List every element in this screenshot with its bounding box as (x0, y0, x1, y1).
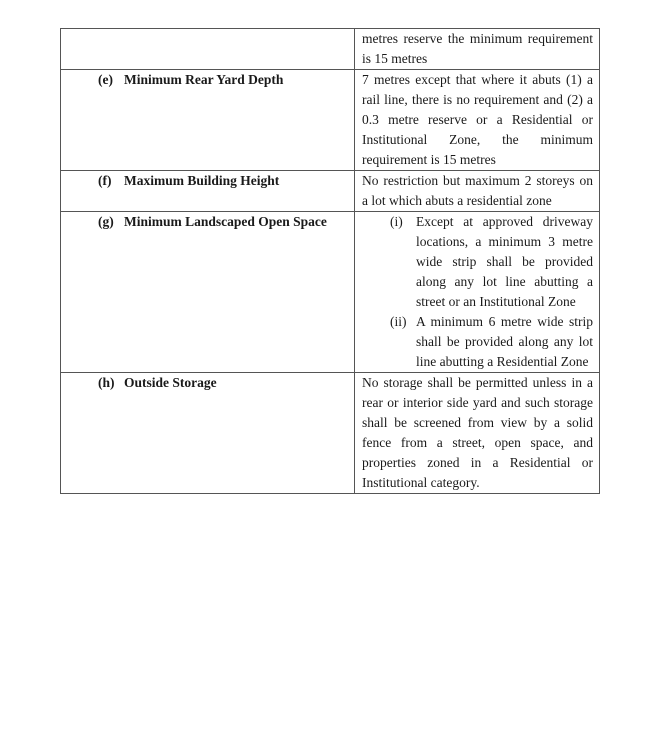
row-label-text: Minimum Landscaped Open Space (124, 214, 327, 229)
row-label-cell (61, 70, 355, 171)
table-row-outside-storage (61, 373, 600, 494)
requirement-text: No storage shall be permitted unless in a rear or interior side yard and such storage shall be screened from view by a solid fence from a street, open space, and properties zoned in a Residential or Institutional category. (362, 375, 593, 490)
row-label-text: Minimum Rear Yard Depth (124, 72, 284, 87)
table-row-continuation (61, 29, 600, 70)
sub-item-number: (i) (390, 214, 403, 229)
table-row-building-height (61, 171, 600, 212)
row-letter: (g) (98, 214, 114, 229)
table-row-landscaped-open-space (61, 212, 600, 373)
row-label (61, 373, 354, 393)
sub-item (355, 212, 599, 312)
zoning-requirements-table (60, 28, 600, 494)
row-letter: (h) (98, 375, 115, 390)
row-label-text: Outside Storage (124, 375, 217, 390)
requirement-text: metres reserve the minimum requirement is 15 metres (362, 31, 593, 66)
row-label-text: Maximum Building Height (124, 173, 280, 188)
sub-item-number: (ii) (390, 314, 407, 329)
row-label-cell (61, 212, 355, 373)
requirement-text: No restriction but maximum 2 storeys on a lot which abuts a residential zone (362, 173, 593, 208)
row-value-cell (355, 171, 600, 212)
row-letter: (e) (98, 72, 113, 87)
row-label (61, 171, 354, 191)
row-label (61, 212, 354, 232)
row-label-cell (61, 171, 355, 212)
row-letter: (f) (98, 173, 112, 188)
row-label-cell (61, 373, 355, 494)
sub-item-text: A minimum 6 metre wide strip shall be provided along any lot line abutting a Residential Zone (416, 314, 593, 369)
row-label (61, 70, 354, 90)
row-label-cell (61, 29, 355, 70)
row-value-cell (355, 29, 600, 70)
row-value-cell (355, 212, 600, 373)
row-value-cell (355, 70, 600, 171)
sub-item-text: Except at approved driveway locations, a minimum 3 metre wide strip shall be provided along any lot line abutting a street or an Institutional Zone (416, 214, 593, 309)
sub-item (355, 312, 599, 372)
row-value-cell (355, 373, 600, 494)
table-row-rear-yard (61, 70, 600, 171)
requirement-text: 7 metres except that where it abuts (1) a rail line, there is no requirement and (2) a 0.3 metre reserve or a Residential or Institutional Zone, the minimum requirement is 15 metres (362, 72, 593, 167)
